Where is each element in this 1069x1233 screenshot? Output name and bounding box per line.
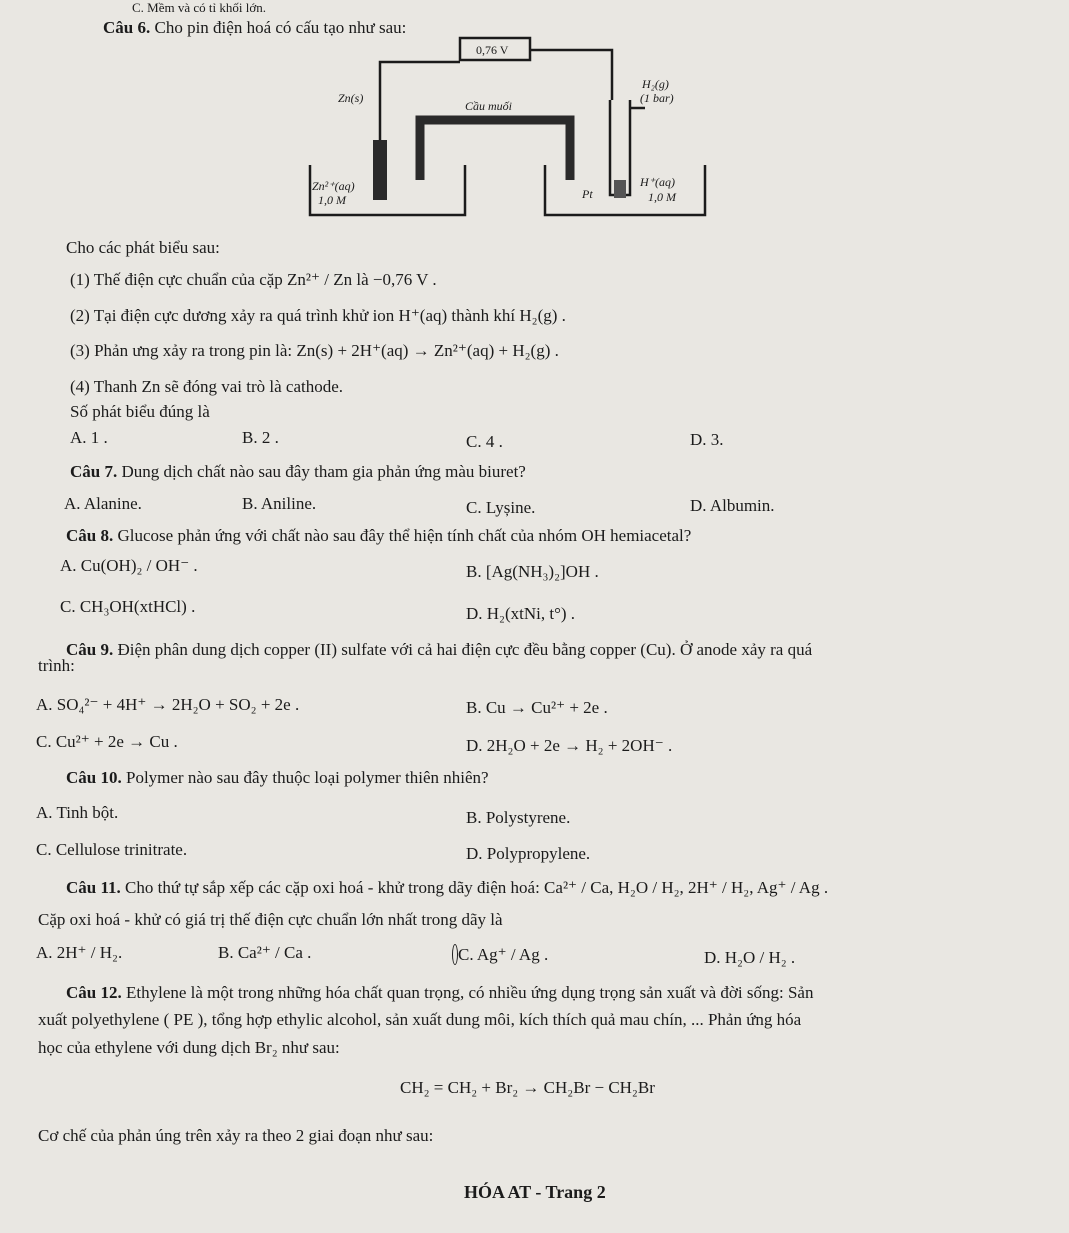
q8-stem (66, 526, 691, 546)
h2-pressure-label: (1 bar) (640, 91, 674, 105)
q9-option-b[interactable]: B. Cu → Cu²⁺ + 2e . (466, 698, 608, 717)
q6-intro: Cho các phát biểu sau: (66, 238, 220, 257)
q12-label: Câu 12. (66, 983, 122, 1002)
q11-option-a[interactable]: A. 2H⁺ / H₂. (36, 943, 123, 962)
q11-stem (66, 878, 828, 898)
q8-label: Câu 8. (66, 526, 114, 545)
q12-stem-line2: xuất polyethylene ( PE ), tổng hợp ethylic alcohol, sản xuất dung môi, kích thích quả mau chín, ... Phản ứng hóa (38, 1010, 802, 1029)
q7-stem (70, 462, 526, 482)
salt-bridge (420, 120, 570, 180)
h-solution-label: H⁺(aq) (640, 175, 675, 189)
q8-option-b[interactable]: B. [Ag(NH₃)₂]OH . (466, 562, 599, 581)
q9-stem (66, 640, 812, 660)
q12-text: Ethylene là một trong những hóa chất quan trọng, có nhiều ứng dụng trọng sản xuất và đời sống: Sản (125, 983, 814, 1002)
q6-ask: Số phát biểu đúng là (70, 402, 210, 421)
zn-electrode (373, 140, 387, 200)
q11-stem-line2: Cặp oxi hoá - khử có giá trị thế điện cực chuẩn lớn nhất trong dãy là (38, 910, 503, 929)
q6-label: Câu 6. (103, 18, 151, 37)
q7-option-d[interactable]: D. Albumin. (690, 496, 775, 515)
q8-option-c[interactable]: C. CH₃OH(xtHCl) . (60, 597, 196, 616)
q9-stem-line2: trình: (38, 656, 75, 675)
zn-electrode-label: Zn(s) (338, 91, 364, 105)
q7-label: Câu 7. (70, 462, 118, 481)
page-footer: HÓA AT - Trang 2 (464, 1182, 606, 1202)
zn-solution-label: Zn²⁺(aq) (312, 179, 355, 193)
q8-option-a[interactable]: A. Cu(OH)₂ / OH⁻ . (60, 556, 198, 575)
q10-option-c[interactable]: C. Cellulose trinitrate. (36, 840, 188, 859)
q11-label: Câu 11. (66, 878, 121, 897)
q11-option-c[interactable] (452, 945, 548, 965)
q9-text: Điện phân dung dịch copper (II) sulfate với cả hai điện cực đều bằng copper (Cu). Ở anode xảy ra quá (117, 640, 813, 659)
q7-option-a[interactable]: A. Alanine. (64, 494, 142, 513)
q10-stem (66, 768, 489, 788)
q10-option-a[interactable]: A. Tinh bột. (36, 803, 119, 822)
q12-stem-line3: học của ethylene với dung dịch Br₂ như sau: (38, 1038, 340, 1057)
q9-option-d[interactable]: D. 2H₂O + 2e → H₂ + 2OH⁻ . (466, 736, 673, 755)
wire-right (530, 50, 612, 100)
q7-text: Dung dịch chất nào sau đây tham gia phản ứng màu biuret? (121, 462, 526, 481)
q12-mechanism: Cơ chế của phản úng trên xảy ra theo 2 giai đoạn như sau: (38, 1126, 434, 1145)
q8-option-d[interactable]: D. H₂(xtNi, t°) . (466, 604, 576, 623)
h-conc-label: 1,0 M (648, 190, 676, 204)
q10-option-b[interactable]: B. Polystyrene. (466, 808, 571, 827)
q6-option-d[interactable]: D. 3. (690, 430, 724, 449)
voltage-label: 0,76 V (476, 43, 509, 57)
galvanic-cell-diagram (300, 30, 720, 230)
pt-electrode (614, 180, 626, 198)
q6-statement-3: (3) Phản ưng xảy ra trong pin là: Zn(s) + 2H⁺(aq) → Zn²⁺(aq) + H₂(g) . (70, 341, 559, 360)
q11-text: Cho thứ tự sắp xếp các cặp oxi hoá - khử trong dãy điện hoá: Ca²⁺ / Ca, H₂O / H₂, 2H⁺ / H₂, Ag⁺ / Ag . (125, 878, 829, 897)
header-fragment: C. Mềm và có tỉ khối lớn. (132, 0, 266, 15)
q8-text: Glucose phản ứng với chất nào sau đây thể hiện tính chất của nhóm OH hemiacetal? (117, 526, 692, 545)
q6-statement-4: (4) Thanh Zn sẽ đóng vai trò là cathode. (70, 377, 344, 396)
salt-bridge-label: Cầu muối (465, 99, 513, 113)
q7-option-c[interactable]: C. Lyșine. (466, 498, 536, 517)
q10-text: Polymer nào sau đây thuộc loại polymer thiên nhiên? (125, 768, 489, 787)
q9-option-c[interactable]: C. Cu²⁺ + 2e → Cu . (36, 732, 178, 751)
q11-option-c-text: C. Ag⁺ / Ag . (458, 945, 549, 964)
q6-option-c[interactable]: C. 4 . (466, 432, 503, 451)
q10-label: Câu 10. (66, 768, 122, 787)
q12-stem (66, 983, 813, 1003)
q6-option-a[interactable]: A. 1 . (70, 428, 108, 447)
q9-option-a[interactable]: A. SO₄²⁻ + 4H⁺ → 2H₂O + SO₂ + 2e . (36, 695, 300, 714)
zn-conc-label: 1,0 M (318, 193, 346, 207)
q6-option-b[interactable]: B. 2 . (242, 428, 279, 447)
q11-option-d[interactable]: D. H₂O / H₂ . (704, 948, 796, 967)
pt-label: Pt (582, 187, 593, 201)
q6-statement-1: (1) Thế điện cực chuẩn của cặp Zn²⁺ / Zn là −0,76 V . (70, 270, 437, 289)
q12-equation: CH₂ = CH₂ + Br₂ → CH₂Br − CH₂Br (400, 1078, 655, 1097)
q10-option-d[interactable]: D. Polypropylene. (466, 844, 591, 863)
q7-option-b[interactable]: B. Aniline. (242, 494, 317, 513)
q6-statement-2: (2) Tại điện cực dương xảy ra quá trình khử ion H⁺(aq) thành khí H₂(g) . (70, 306, 566, 325)
h2-gas-label: H₂(g) (642, 77, 669, 91)
q11-option-b[interactable]: B. Ca²⁺ / Ca . (218, 943, 312, 962)
q9-label: Câu 9. (66, 640, 114, 659)
q6-text: Cho pin điện hoá có cấu tạo như sau: (154, 18, 407, 37)
